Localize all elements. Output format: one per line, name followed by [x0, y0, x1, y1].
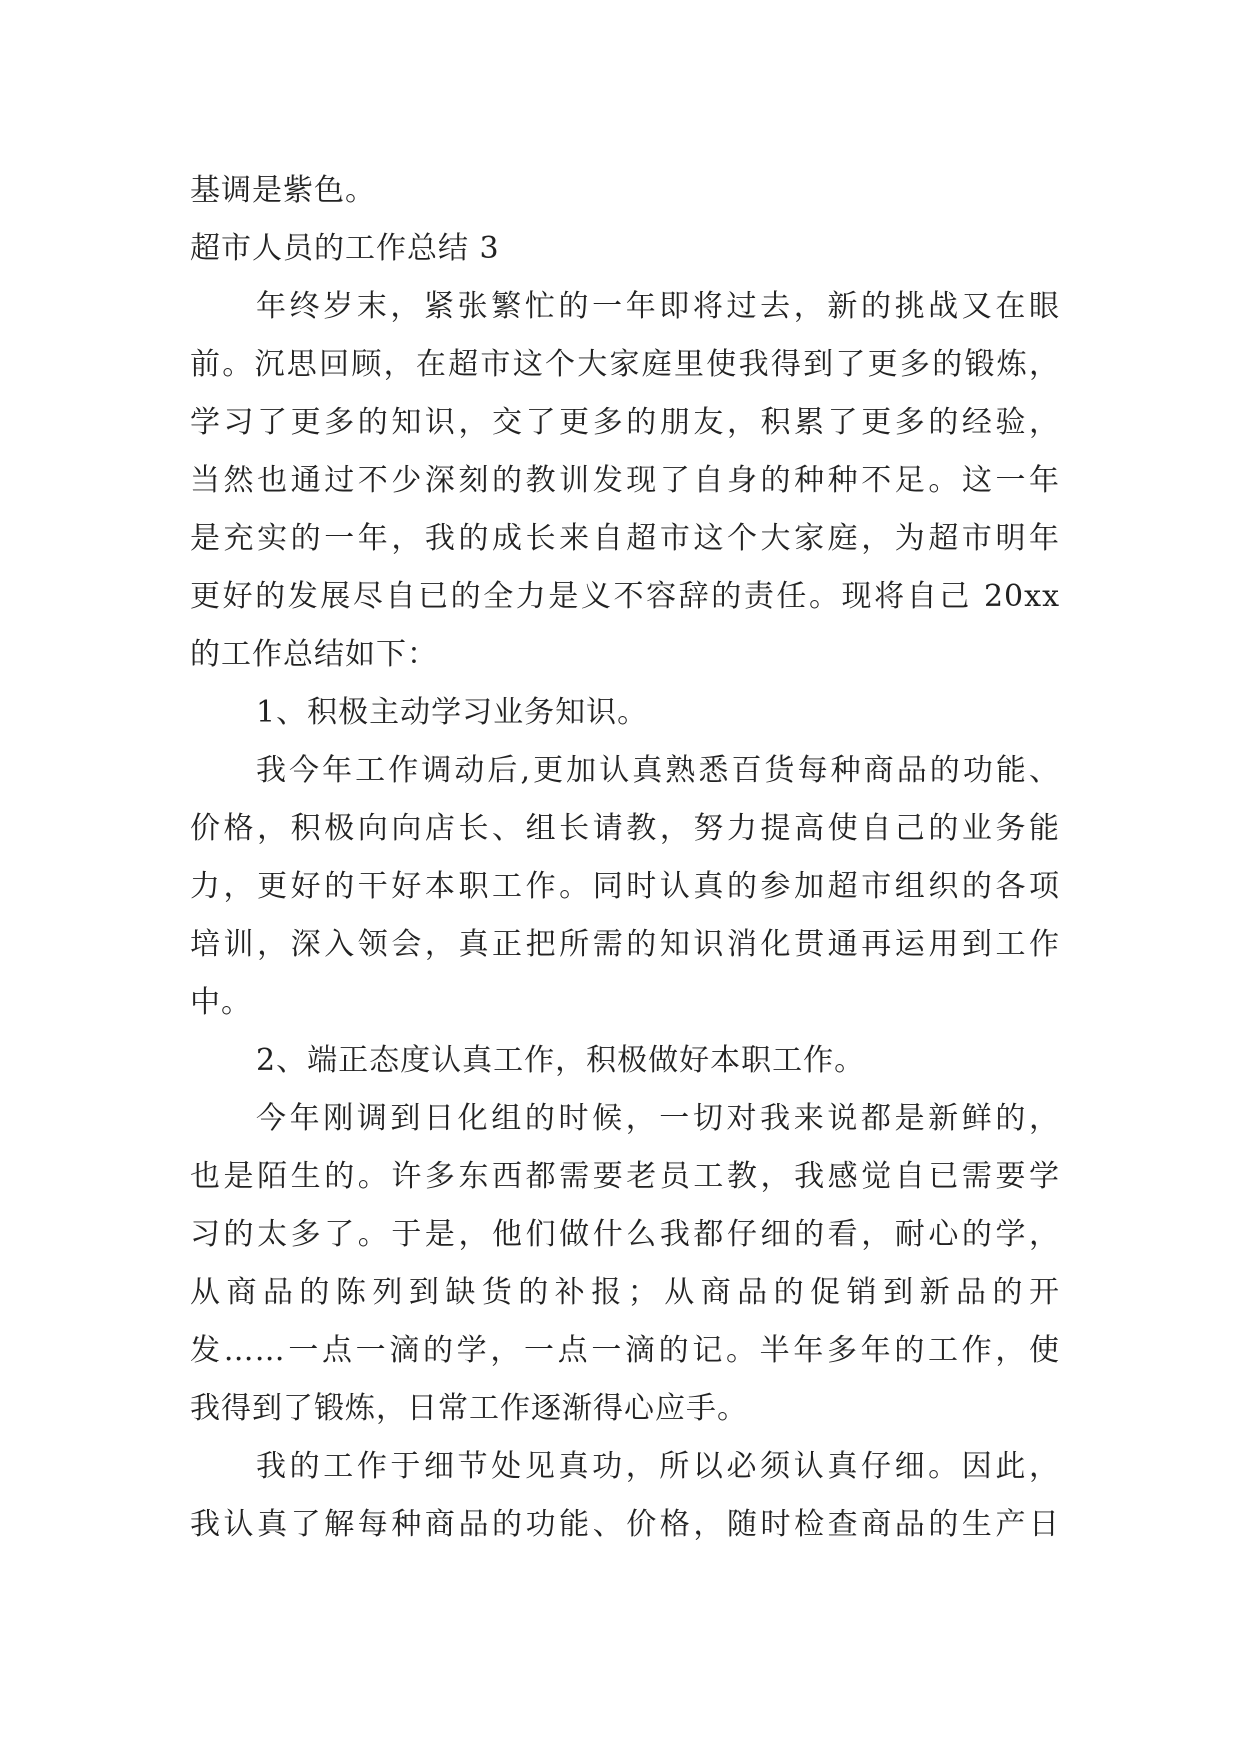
text-line: 发……一点一滴的学，一点一滴的记。半年多年的工作，使	[190, 1333, 1060, 1368]
text-line: 从商品的陈列到缺货的补报；从商品的促销到新品的开	[190, 1275, 1060, 1310]
section-heading: 超市人员的工作总结 3	[190, 231, 500, 266]
text-line: 前。沉思回顾，在超市这个大家庭里使我得到了更多的锻炼，	[190, 347, 1060, 382]
text-line: 培训，深入领会，真正把所需的知识消化贯通再运用到工作	[190, 927, 1060, 962]
text-line: 也是陌生的。许多东西都需要老员工教，我感觉自已需要学	[190, 1159, 1060, 1194]
document-body	[190, 162, 1060, 1554]
text-line: 我认真了解每种商品的功能、价格，随时检查商品的生产日	[190, 1507, 1060, 1542]
text-line: 我的工作于细节处见真功，所以必须认真仔细。因此，	[256, 1449, 1060, 1484]
text-line: 的工作总结如下：	[190, 637, 438, 672]
text-line: 价格，积极向向店长、组长请教，努力提高使自己的业务能	[190, 811, 1060, 846]
text-line: 习的太多了。于是，他们做什么我都仔细的看，耐心的学，	[190, 1217, 1060, 1252]
text-line: 力，更好的干好本职工作。同时认真的参加超市组织的各项	[190, 869, 1060, 904]
text-line: 中。	[190, 985, 252, 1020]
text-line: 基调是紫色。	[190, 173, 376, 208]
text-line: 我得到了锻炼，日常工作逐渐得心应手。	[190, 1391, 748, 1426]
text-line: 是充实的一年，我的成长来自超市这个大家庭，为超市明年	[190, 521, 1060, 556]
text-line: 我今年工作调动后,更加认真熟悉百货每种商品的功能、	[256, 753, 1060, 788]
text-line: 2、端正态度认真工作，积极做好本职工作。	[256, 1043, 866, 1078]
text-line: 年终岁末，紧张繁忙的一年即将过去，新的挑战又在眼	[256, 289, 1060, 324]
text-line: 学习了更多的知识，交了更多的朋友，积累了更多的经验，	[190, 405, 1060, 440]
text-line: 1、积极主动学习业务知识。	[256, 695, 649, 730]
text-line: 当然也通过不少深刻的教训发现了自身的种种不足。这一年	[190, 463, 1060, 498]
text-line: 更好的发展尽自已的全力是义不容辞的责任。现将自己 20xx	[190, 579, 1060, 614]
text-line: 今年刚调到日化组的时候，一切对我来说都是新鲜的，	[256, 1101, 1060, 1136]
